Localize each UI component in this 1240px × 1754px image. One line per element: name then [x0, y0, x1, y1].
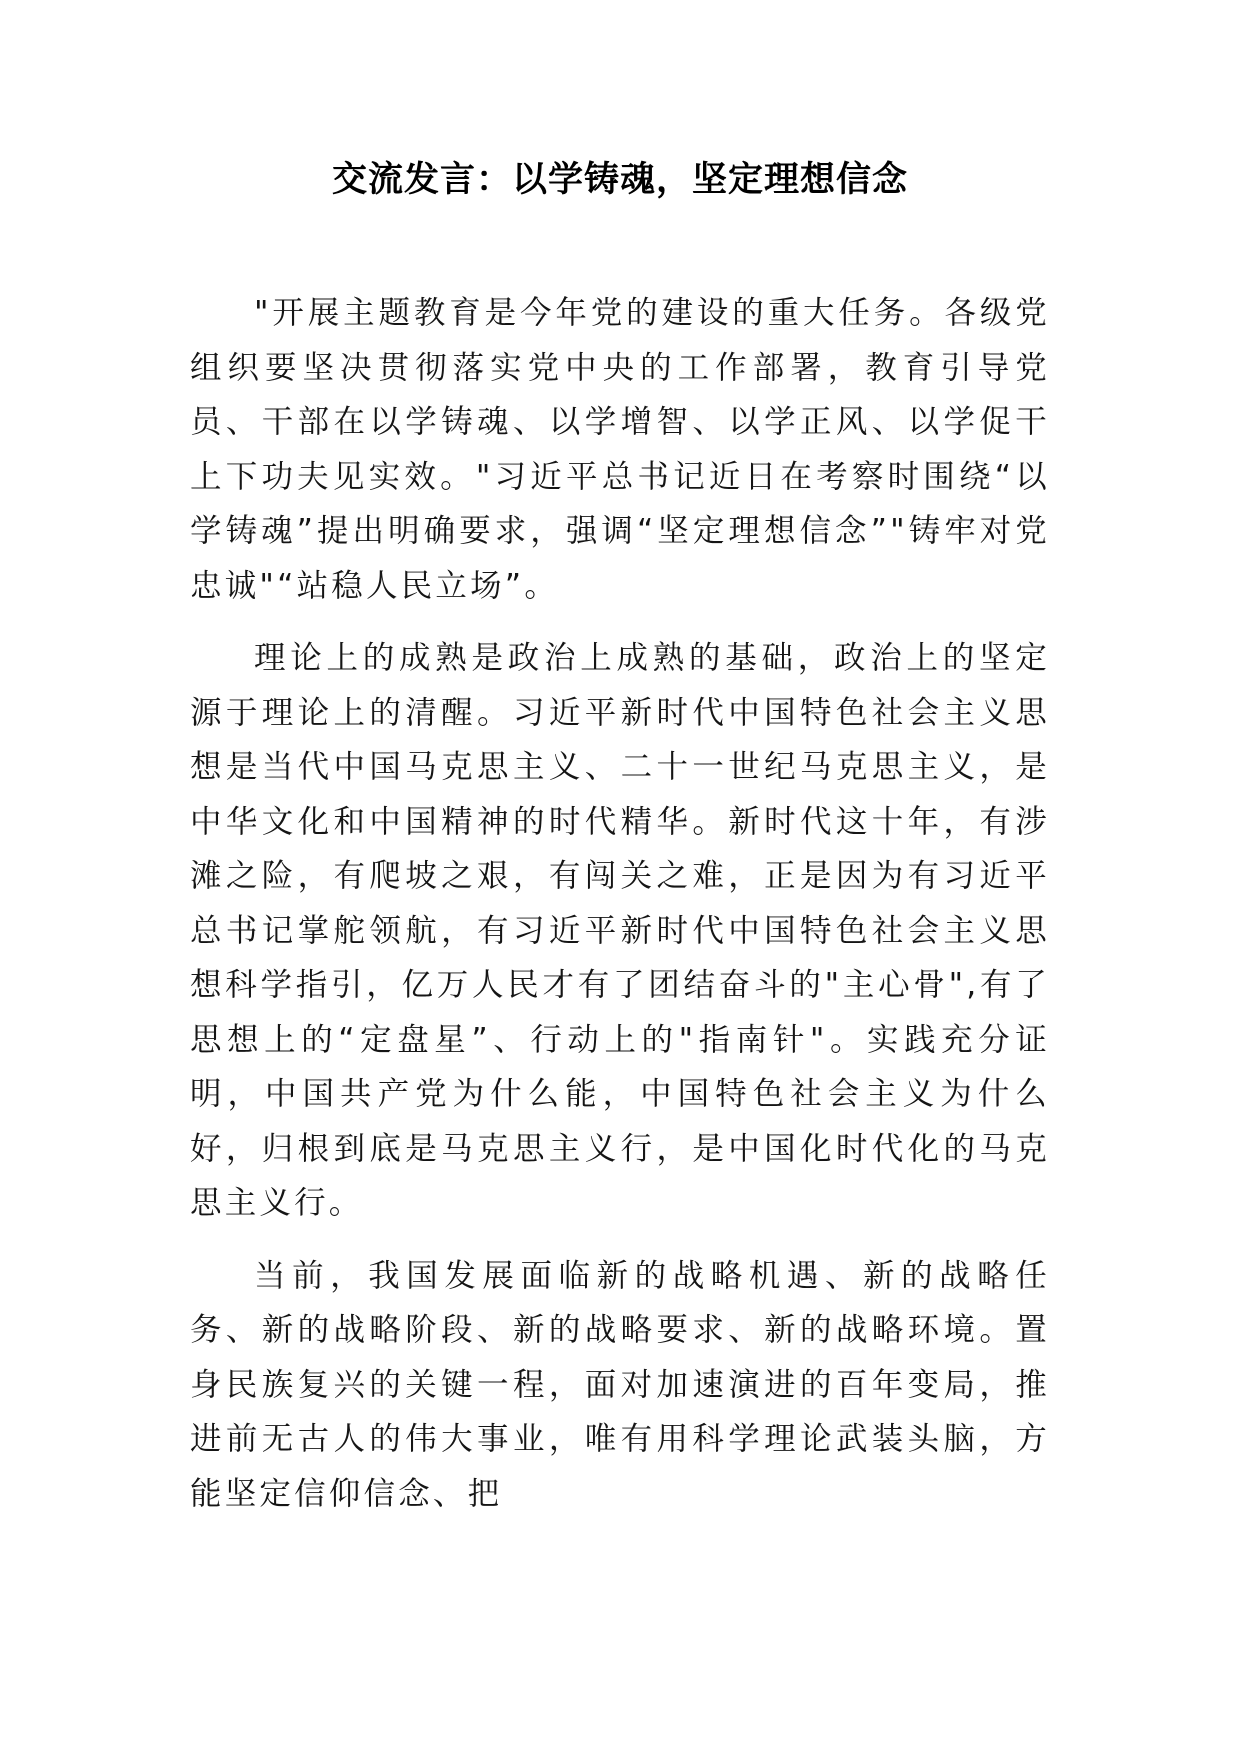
paragraph-1: "开展主题教育是今年党的建设的重大任务。各级党组织要坚决贯彻落实党中央的工作部署，教育引导党员、干部在以学铸魂、以学增智、以学正风、以学促干上下功夫见实效。"习近平总书记近日在考察时围绕“以学铸魂”提出明确要求，强调“坚定理想信念”"铸牢对党忠诚"“站稳人民立场”。	[190, 295, 1050, 604]
paragraph-2: 理论上的成熟是政治上成熟的基础，政治上的坚定源于理论上的清醒。习近平新时代中国特色社会主义思想是当代中国马克思主义、二十一世纪马克思主义，是中华文化和中国精神的时代精华。新时代这十年，有涉滩之险，有爬坡之艰，有闯关之难，正是因为有习近平总书记掌舵领航，有习近平新时代中国特色社会主义思想科学指引，亿万人民才有了团结奋斗的"主心骨",有了思想上的“定盘星”、行动上的"指南针"。实践充分证明，中国共产党为什么能，中国特色社会主义为什么好，归根到底是马克思主义行，是中国化时代化的马克思主义行。	[190, 640, 1050, 1221]
document-title: 交流发言：以学铸魂，坚定理想信念	[331, 160, 908, 200]
document-body	[190, 286, 1050, 1539]
paragraph-3: 当前，我国发展面临新的战略机遇、新的战略任务、新的战略阶段、新的战略要求、新的战略环境。置身民族复兴的关键一程，面对加速演进的百年变局，推进前无古人的伟大事业，唯有用科学理论武装头脑，方能坚定信仰信念、把	[190, 1257, 1050, 1512]
